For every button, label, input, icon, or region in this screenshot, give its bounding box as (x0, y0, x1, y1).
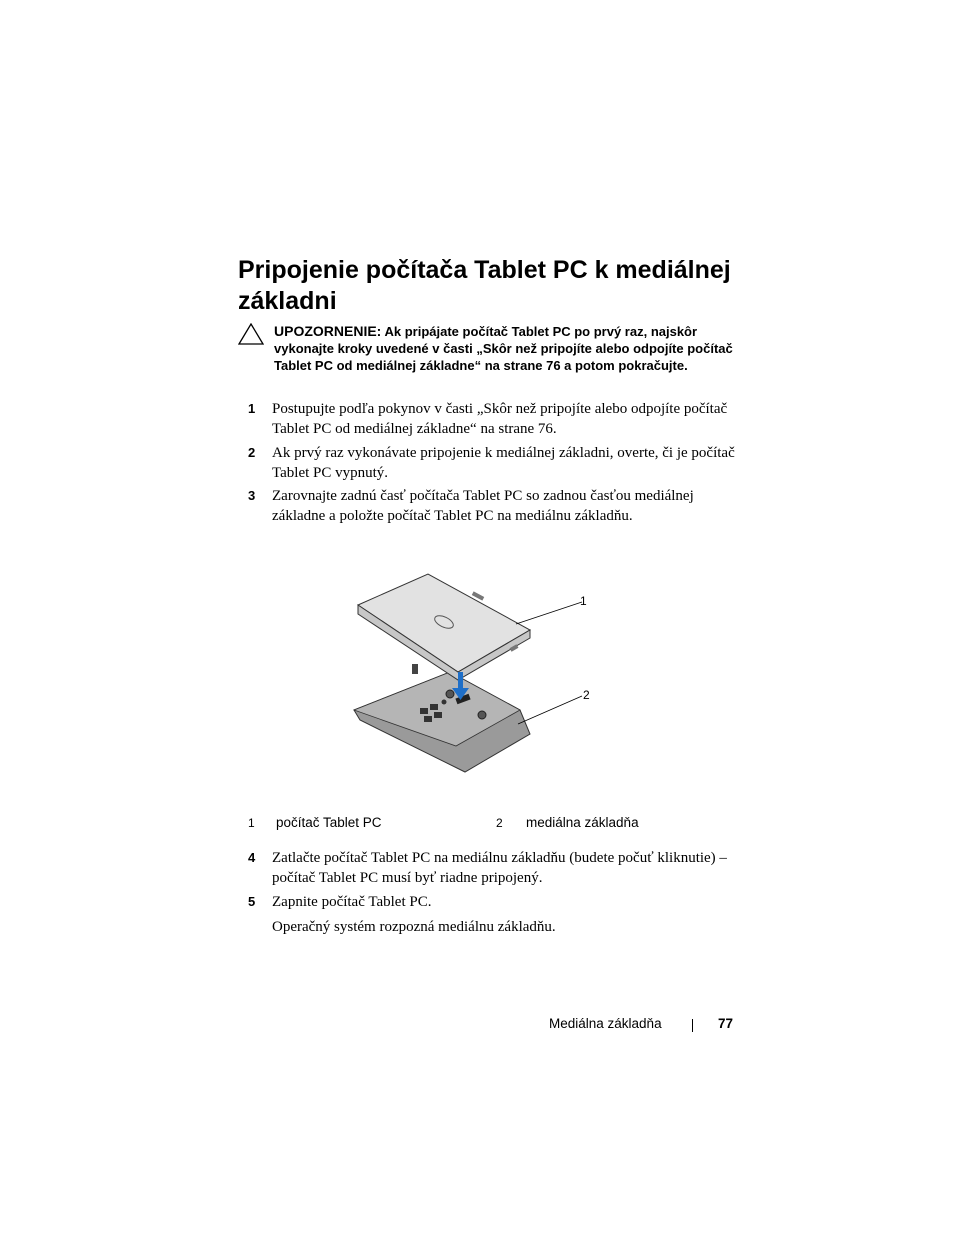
caution-label: UPOZORNENIE: (274, 323, 382, 339)
tablet-pc-drawing (358, 574, 530, 680)
footer-section: Mediálna základňa (549, 1016, 662, 1031)
caption-label: mediálna základňa (526, 815, 639, 830)
docking-illustration (340, 560, 600, 780)
caution-triangle-icon (238, 323, 264, 345)
step-text: Zapnite počítač Tablet PC. (272, 894, 432, 910)
caution-text: Ak pripájate počítač Tablet PC po prvý raz, najskôr vykonajte kroky uvedené v časti „Skôr než pripojíte alebo odpojíte počítač Tablet PC od mediálnej základne“ na strane 76 a potom pokračujte. (274, 324, 733, 373)
step-text: Postupujte podľa pokynov v časti „Skôr než pripojíte alebo odpojíte počítač Tablet PC od mediálnej základne“ na strane 76. (272, 401, 728, 437)
step-text: Zatlačte počítač Tablet PC na mediálnu základňu (budete počuť kliknutie) – počítač Tablet PC musí byť riadne pripojený. (272, 850, 727, 886)
step-number: 5 (248, 894, 256, 909)
media-base-drawing (354, 664, 530, 772)
page-title: Pripojenie počítača Tablet PC k mediálnej základni (238, 256, 731, 315)
step-text: Ak prvý raz vykonávate pripojenie k mediálnej základni, overte, či je počítač Tablet PC vypnutý. (272, 445, 735, 481)
caption-label: počítač Tablet PC (276, 815, 382, 830)
caption-number: 2 (496, 816, 503, 830)
caption-number: 1 (248, 816, 255, 830)
step-number: 3 (248, 488, 256, 503)
caution-note (274, 323, 742, 374)
step-number: 1 (248, 401, 256, 416)
callout-2: 2 (583, 688, 590, 702)
step-number: 2 (248, 445, 256, 460)
footer-divider (692, 1019, 693, 1032)
result-note: Operačný systém rozpozná mediálnu základňu. (272, 919, 556, 935)
step-number: 4 (248, 850, 256, 865)
step-text: Zarovnajte zadnú časť počítača Tablet PC so zadnou časťou mediálnej základne a položte počítač Tablet PC na mediálnu základňu. (272, 488, 694, 524)
page-number: 77 (718, 1016, 734, 1031)
callout-1: 1 (580, 594, 587, 608)
